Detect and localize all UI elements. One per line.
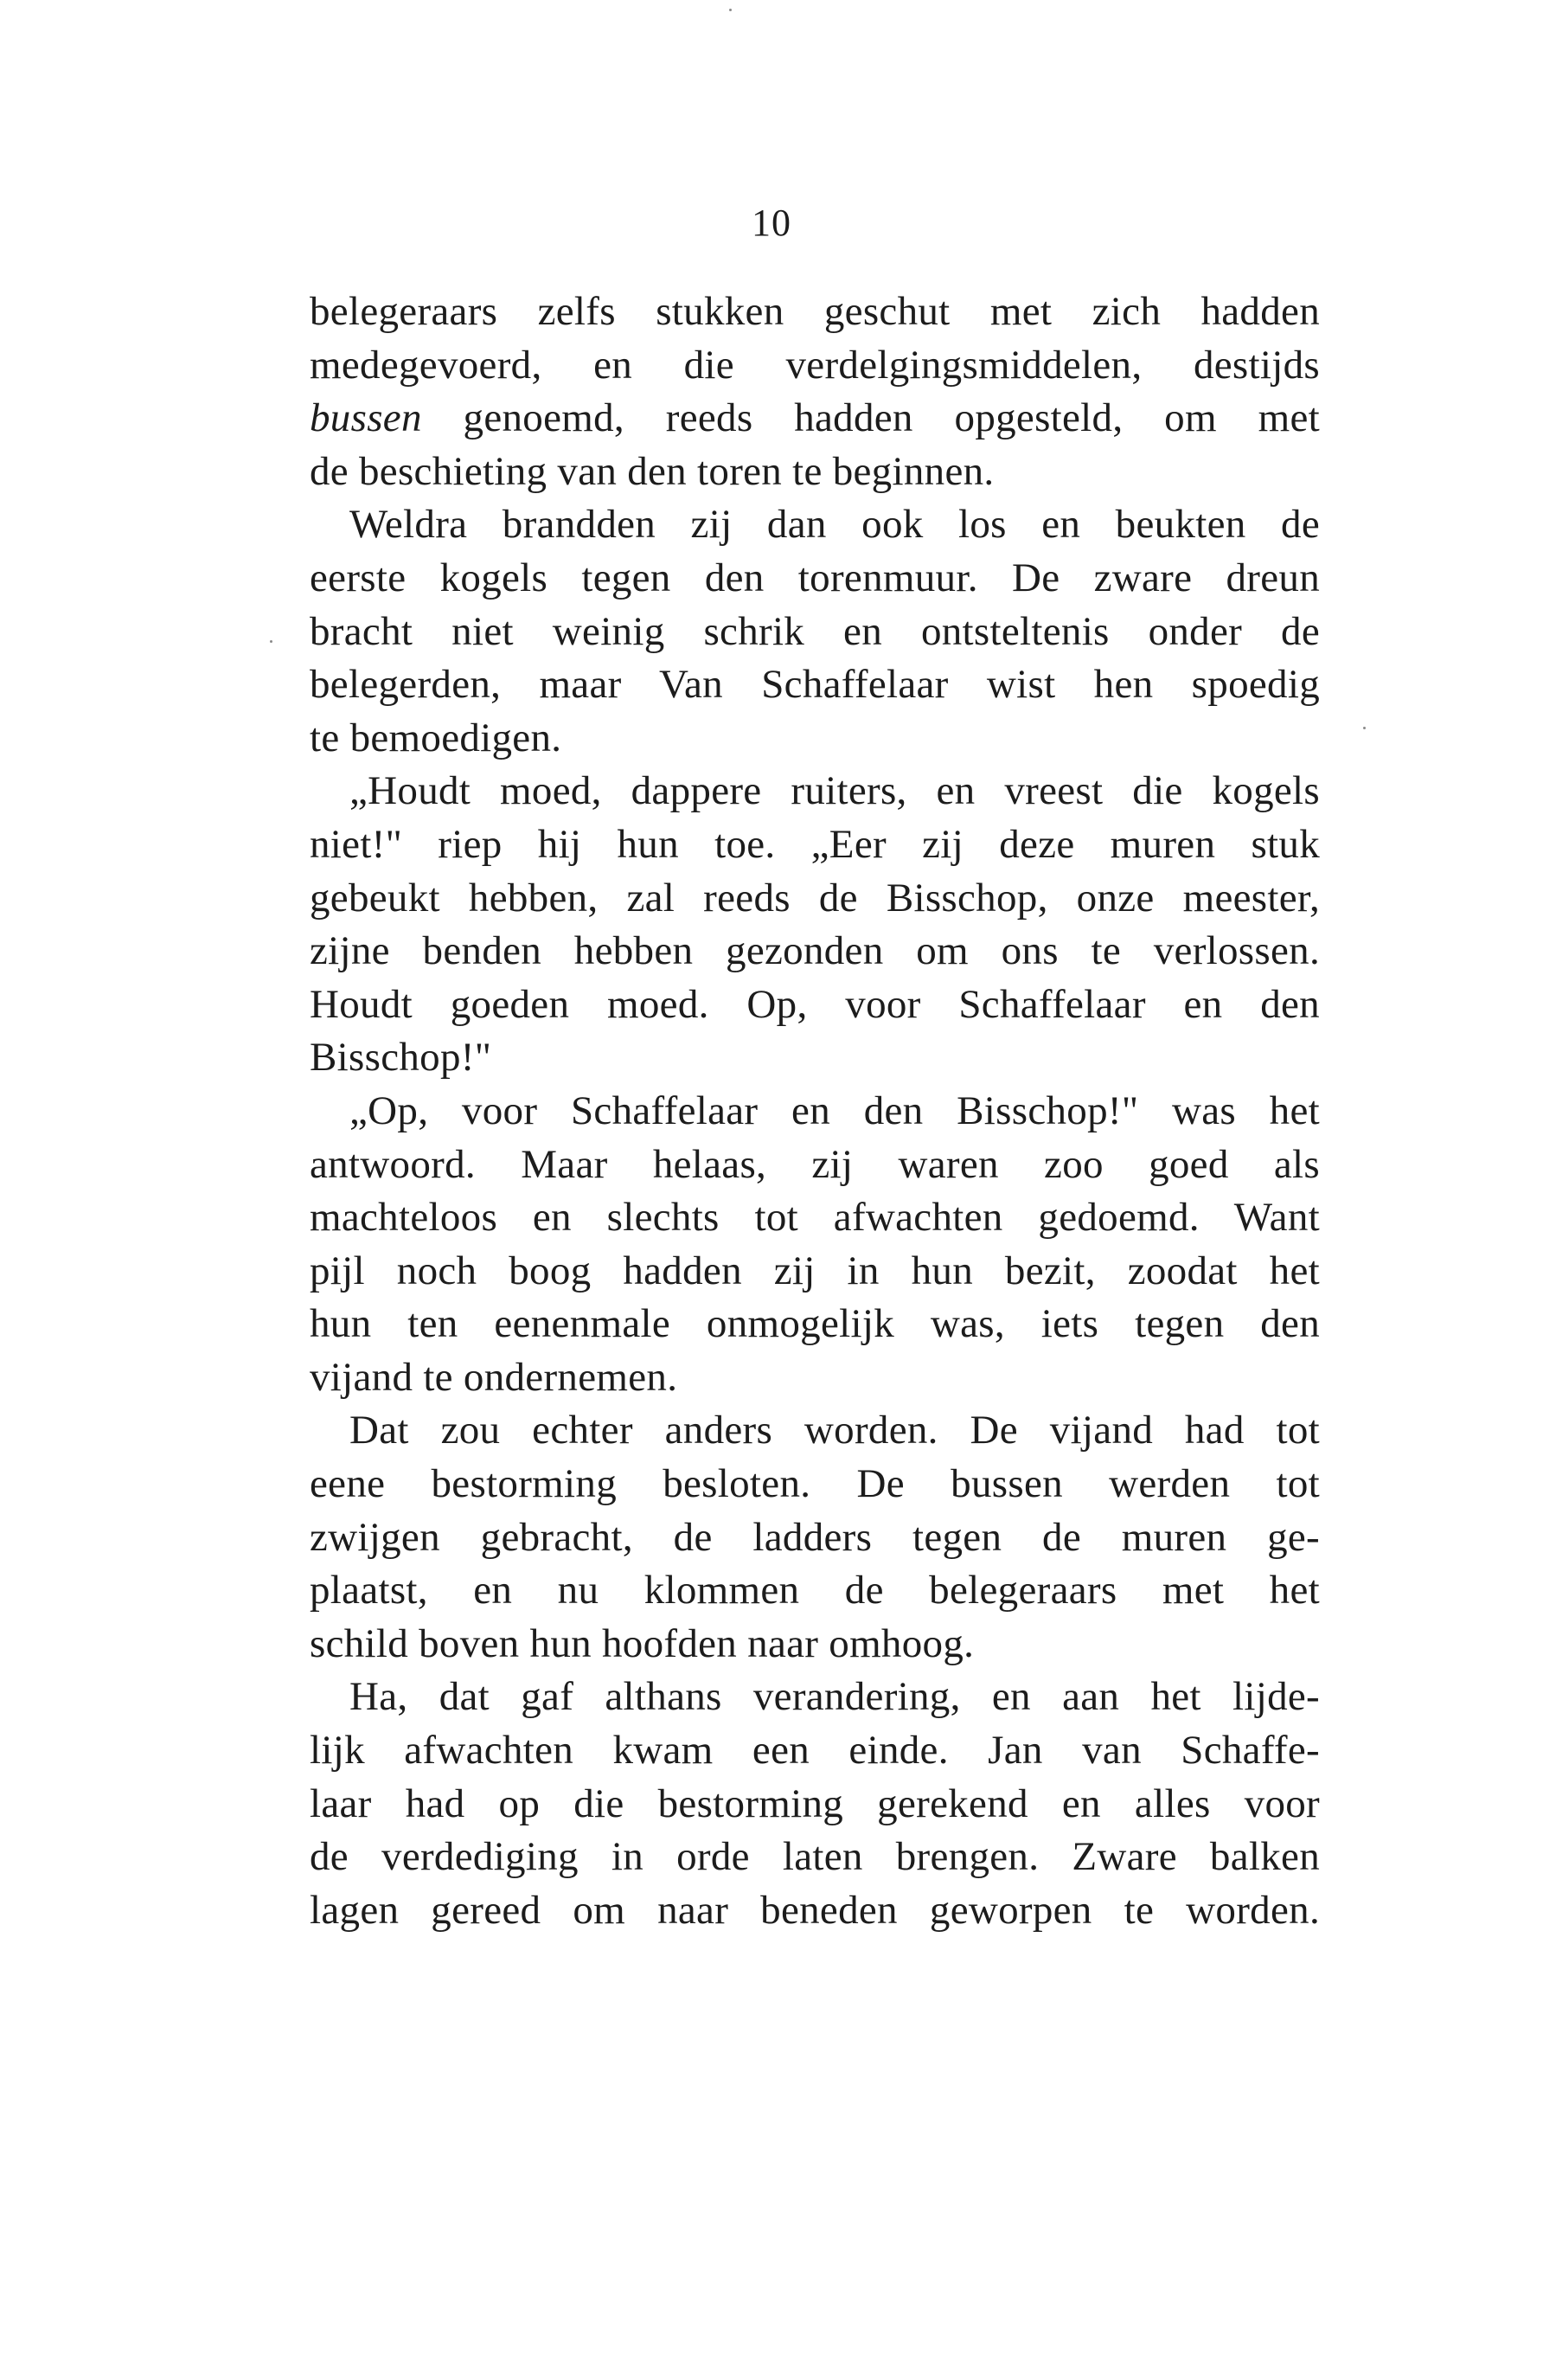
text-line: plaatst, en nu klommen de belegeraars met het	[310, 1568, 1320, 1613]
text-line: „Op, voor Schaffelaar en den Bisschop!" was het	[349, 1087, 1320, 1133]
text-line: Ha, dat gaf althans verandering, en aan het lijde-	[349, 1674, 1320, 1720]
text-line: schild boven hun hoofden naar omhoog.	[310, 1620, 975, 1666]
text-line: eerste kogels tegen den torenmuur. De zware dreun	[310, 555, 1320, 600]
text-line: zwijgen gebracht, de ladders tegen de muren ge-	[310, 1514, 1320, 1560]
text-line: Dat zou echter anders worden. De vijand had tot	[349, 1408, 1320, 1453]
body-text	[310, 285, 1320, 1937]
text-line: pijl noch boog hadden zij in hun bezit, zoodat het	[310, 1248, 1320, 1293]
text-line: lagen gereed om naar beneden geworpen te worden.	[310, 1887, 1320, 1933]
page-number: 10	[752, 202, 791, 244]
text-line: Weldra brandden zij dan ook los en beukten de	[349, 502, 1320, 548]
text-line: gebeukt hebben, zal reeds de Bisschop, onze meester,	[310, 875, 1320, 921]
text-line: eene bestorming besloten. De bussen werden tot	[310, 1461, 1320, 1507]
text-line: zijne benden hebben gezonden om ons te verlossen.	[310, 928, 1320, 974]
text-line: bracht niet weinig schrik en ontsteltenis onder de	[310, 608, 1320, 654]
text-line: hun ten eenenmale onmogelijk was, iets tegen den	[310, 1301, 1320, 1347]
text-line: te bemoedigen.	[310, 715, 562, 760]
paper-speck	[1363, 727, 1366, 729]
text-line: „Houdt moed, dappere ruiters, en vreest die kogels	[349, 768, 1320, 814]
text-line: lijk afwachten kwam een einde. Jan van Schaffe-	[310, 1728, 1320, 1774]
text-line: vijand te ondernemen.	[310, 1354, 678, 1400]
paper-speck	[270, 640, 272, 643]
text-line: Houdt goeden moed. Op, voor Schaffelaar en den	[310, 981, 1320, 1027]
text-line: antwoord. Maar helaas, zij waren zoo goed als	[310, 1141, 1320, 1187]
text-line	[310, 392, 1320, 446]
text-line: niet!" riep hij hun toe. „Eer zij deze muren stuk	[310, 821, 1320, 867]
text-line: Bisschop!"	[310, 1035, 492, 1081]
italic-word: bussen	[310, 395, 422, 441]
text-line: de verdediging in orde laten brengen. Zware balken	[310, 1834, 1320, 1880]
text-line: de beschieting van den toren te beginnen.	[310, 448, 995, 494]
text-line: machteloos en slechts tot afwachten gedoemd. Want	[310, 1195, 1320, 1241]
text-line: belegerden, maar Van Schaffelaar wist hen spoedig	[310, 662, 1320, 708]
text-line: medegevoerd, en die verdelgingsmiddelen, destijds	[310, 342, 1320, 388]
text-line: belegeraars zelfs stukken geschut met zich hadden	[310, 289, 1320, 334]
text-segment: genoemd, reeds hadden opgesteld, om met	[421, 395, 1320, 441]
paper-speck	[729, 9, 732, 11]
text-line: laar had op die bestorming gerekend en alles voor	[310, 1780, 1320, 1826]
